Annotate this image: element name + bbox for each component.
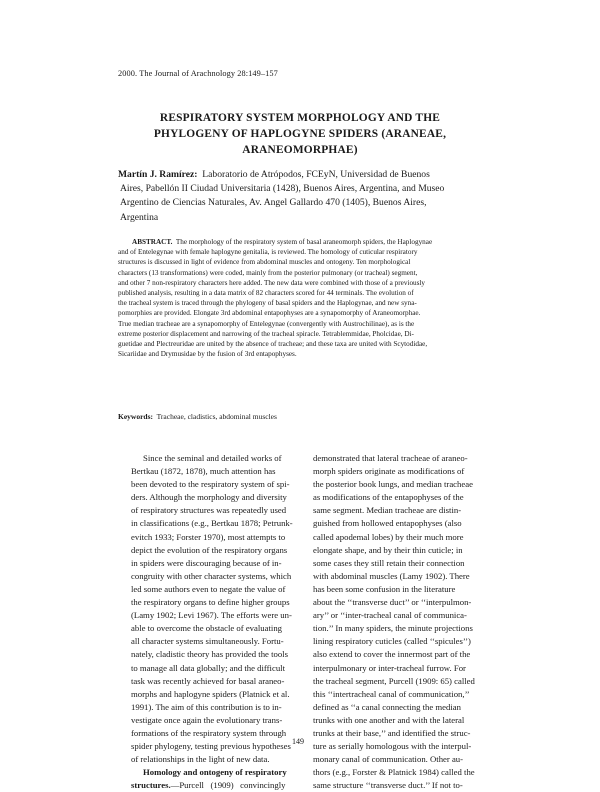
body-line: spider phylogeny, testing previous hypotheses — [131, 741, 291, 752]
author-block — [118, 168, 482, 225]
body-line: (Lamy 1902; Levi 1967). The efforts were un- — [131, 610, 292, 621]
body-line: the respiratory organs to define higher groups — [131, 597, 290, 608]
body-line: trunks with one another and with the lateral — [313, 714, 465, 725]
body-column-right — [313, 452, 485, 792]
body-line: trunks at their base,’’ and identified the struc- — [313, 727, 471, 738]
title-line: RESPIRATORY SYSTEM MORPHOLOGY AND THE — [159, 112, 441, 124]
body-line: this ‘‘intertracheal canal of communication,’’ — [313, 688, 470, 699]
keywords-text: Tracheae, cladistics, abdominal muscles — [153, 412, 277, 421]
body-line: ture as serially homologous with the interpul- — [313, 741, 472, 752]
section-heading-line — [131, 779, 303, 792]
body-line: ary’’ or ‘‘inter-tracheal canal of communica- — [313, 610, 467, 621]
body-line: of respiratory structures was repeatedly used — [131, 505, 287, 516]
body-line: led some authors even to negate the value of — [131, 583, 286, 594]
body-line: in spiders were discouraging because of in- — [131, 557, 282, 568]
body-line: defined as ‘‘a canal connecting the median — [313, 701, 461, 712]
author-name: Martín J. Ramírez: — [118, 169, 198, 180]
keywords — [118, 412, 277, 421]
affiliation-line: Argentina — [120, 211, 159, 223]
body-line: about the ‘‘transverse duct’’ or ‘‘interpulmon- — [313, 597, 472, 608]
section-heading-end: structures. — [131, 780, 171, 791]
title-line: ARANEOMORPHAE) — [242, 144, 358, 156]
body-line: some cases they still retain their connection — [313, 557, 465, 568]
abstract-line: and of Entelegynae with female haplogyne genitalia, is reviewed. The homology of cuticular respiratory — [118, 248, 418, 257]
abstract — [118, 237, 484, 359]
body-line: monary canal of communication. Other au- — [313, 754, 464, 765]
body-line: elongate shape, and by their thin cuticle; in — [313, 544, 463, 555]
body-line: lining respiratory cuticles (called ‘‘spicules’’) — [313, 636, 471, 647]
body-line: vestigate once again the evolutionary trans- — [131, 714, 283, 725]
abstract-label: ABSTRACT. — [132, 238, 173, 246]
page-number: 149 — [292, 737, 304, 746]
body-line: morph spiders originate as modifications of — [313, 466, 465, 477]
body-line: the tracheal segment, Purcell (1909: 65) called — [313, 675, 475, 686]
keywords-label: Keywords: — [118, 412, 153, 421]
body-line: evitch 1933; Forster 1970), most attempts to — [131, 531, 286, 542]
body-line: called apodemal lobes) by their much more — [313, 531, 464, 542]
body-line: tion.’’ In many spiders, the minute projections — [313, 623, 473, 634]
article-title — [120, 110, 480, 158]
abstract-line: the tracheal system is traced through the phylogeny of basal spiders and the Haplogynae, and new syna- — [118, 299, 417, 308]
body-line: interpulmonary or inter-tracheal furrow. For — [313, 662, 466, 673]
body-line: in classifications (e.g., Bertkau 1878; Petrunk- — [131, 518, 293, 529]
body-column-left — [131, 452, 303, 792]
body-line: of relationships in the light of new data. — [131, 754, 270, 765]
body-line: ders. Although the morphology and diversity — [131, 492, 287, 503]
body-line: congruity with other character systems, which — [131, 570, 292, 581]
abstract-line: True median tracheae are a synapomorphy of Entelegynae (convergently with Austrochilinae), as is the — [118, 319, 415, 328]
abstract-line: guetidae and Plectreuridae are united by the absence of tracheae; and these taxa are united with Scytodidae, — [118, 340, 428, 349]
body-line: Since the seminal and detailed works of — [143, 453, 282, 463]
body-line: been devoted to the respiratory system of spi- — [131, 479, 290, 490]
abstract-line: structures is discussed in light of evidence from abdominal muscles and ontogeny. Ten morphological — [118, 258, 411, 267]
affiliation-line: Argentino de Ciencias Naturales, Av. Angel Gallardo 470 (1405), Buenos Aires, — [120, 197, 427, 209]
body-line: with abdominal muscles (Lamy 1902). There — [313, 570, 470, 581]
abstract-line: extreme posterior displacement and narrowing of the tracheal spiracle. Tetrablemmidae, Pholcidae, Di- — [118, 329, 414, 338]
body-line: 1991). The aim of this contribution is to in- — [131, 701, 282, 712]
body-line: formations of the respiratory system through — [131, 727, 287, 738]
body-line: task was recently achieved for basal araneo- — [131, 675, 285, 686]
journal-reference: 2000. The Journal of Arachnology 28:149–157 — [118, 69, 278, 78]
body-line: as modifications of the entapophyses of the — [313, 492, 464, 503]
abstract-line: published analysis, resulting in a data matrix of 82 characters scored for 44 terminals. The evolution of — [118, 289, 414, 298]
body-line: demonstrated that lateral tracheae of araneo- — [313, 453, 468, 463]
body-line: also extend to cover the innermost part of the — [313, 649, 471, 660]
body-line: to manage all data globally; and the difficult — [131, 662, 285, 673]
body-line: nately, cladistic theory has provided the tools — [131, 649, 288, 660]
affiliation-line: Aires, Pabellón II Ciudad Universitaria (1428), Buenos Aires, Argentina, and Museo — [120, 183, 445, 195]
abstract-line: and other 7 non-respiratory characters here added. The new data were combined with those of a previously — [118, 278, 426, 287]
abstract-text: The morphology of the respiratory system of basal araneomorph spiders, the Haplogynae — [172, 238, 433, 246]
title-line: PHYLOGENY OF HAPLOGYNE SPIDERS (ARANEAE, — [153, 128, 447, 140]
author-affiliation: Laboratorio de Atrópodos, FCEyN, Universidad de Buenos — [197, 169, 430, 180]
abstract-line: characters (13 transformations) were coded, mainly from the posterior pulmonary (or tracheal) segment, — [118, 268, 418, 277]
abstract-line: pomorphies are provided. Elongate 3rd abdominal entapophyses are a synapomorphy of Araneomorphae. — [118, 309, 421, 318]
body-line: same structure ‘‘transverse duct.’’ If not to- — [313, 780, 463, 791]
body-line: guished from hollowed entapophyses (also — [313, 518, 462, 529]
body-line: the posterior book lungs, and median tracheae — [313, 479, 473, 490]
section-heading: Homology and ontogeny of respiratory — [143, 767, 287, 778]
abstract-line: Sicariidae and Drymusidae by the fusion of 3rd entapophyses. — [118, 350, 297, 359]
body-line: depict the evolution of the respiratory organs — [131, 544, 288, 555]
body-line: morphs and haplogyne spiders (Platnick et al. — [131, 688, 290, 699]
body-line: able to overcome the obstacle of evaluating — [131, 623, 283, 634]
body-line: has been some confusion in the literature — [313, 583, 456, 594]
body-line: Bertkau (1872, 1878), much attention has — [131, 466, 276, 477]
body-line: all character systems simultaneously. Fortu- — [131, 636, 284, 647]
body-line: thors (e.g., Forster & Platnick 1984) called the — [313, 767, 475, 778]
body-text: —Purcell (1909) convincingly — [170, 780, 286, 791]
body-line: same segment. Median tracheae are distin- — [313, 505, 462, 516]
